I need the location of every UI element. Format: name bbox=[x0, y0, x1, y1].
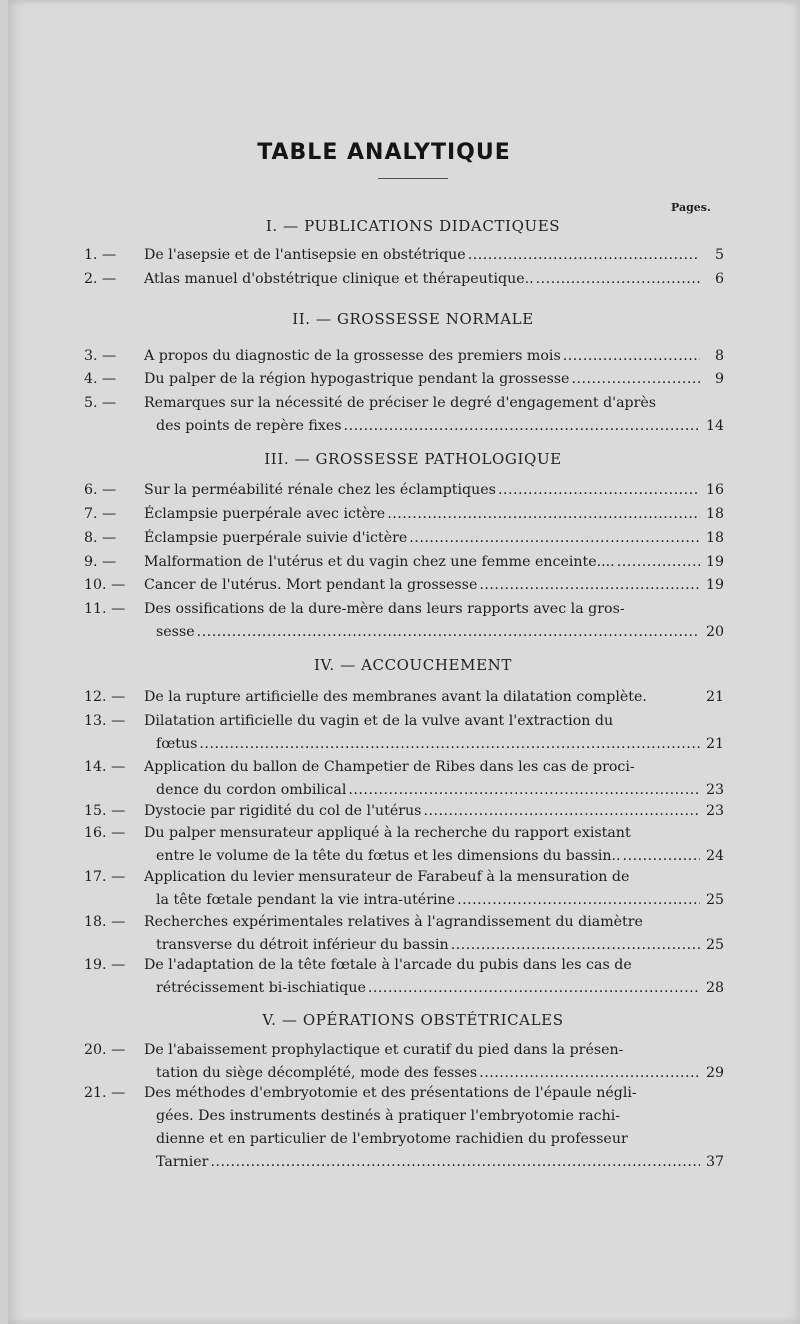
entry-title-line: sesse bbox=[156, 624, 195, 640]
section-heading-publications: I. — PUBLICATIONS DIDACTIQUES bbox=[265, 217, 561, 235]
toc-entry bbox=[84, 800, 724, 823]
entry-title-line: transverse du détroit inférieur du bassin bbox=[156, 937, 449, 953]
entry-title-line: tation du siège décomplété, mode des fesses bbox=[156, 1065, 478, 1081]
entry-number: 20. — bbox=[84, 1042, 126, 1058]
toc-entry bbox=[84, 1082, 724, 1174]
entry-title-line: Dystocie par rigidité du col de l'utérus bbox=[144, 803, 422, 819]
title-rule bbox=[378, 178, 448, 179]
entry-title-line: De l'abaissement prophylactique et curatif du pied dans la présen- bbox=[144, 1042, 624, 1058]
entry-number: 16. — bbox=[84, 825, 126, 841]
toc-entry bbox=[84, 756, 724, 802]
entry-number: 8. — bbox=[84, 530, 117, 546]
toc-entry bbox=[84, 345, 724, 368]
toc-entry bbox=[84, 686, 724, 709]
entry-number: 2. — bbox=[84, 271, 117, 287]
dot-leader bbox=[457, 889, 700, 912]
toc-entry bbox=[84, 598, 724, 644]
entry-title-line: Éclampsie puerpérale suivie d'ictère bbox=[144, 530, 408, 546]
entry-page-number: 8 bbox=[714, 348, 724, 364]
entry-number: 5. — bbox=[84, 395, 117, 411]
entry-title-line: De la rupture artificielle des membranes avant la dilatation complète. bbox=[144, 689, 647, 705]
entry-title-line: Sur la perméabilité rénale chez les éclamptiques bbox=[144, 482, 496, 498]
entry-number: 7. — bbox=[84, 506, 117, 522]
entry-number: 3. — bbox=[84, 348, 117, 364]
entry-page-number: 23 bbox=[705, 803, 724, 819]
dot-leader bbox=[210, 1151, 700, 1174]
entry-page-number: 9 bbox=[714, 371, 724, 387]
dot-leader bbox=[423, 800, 700, 823]
entry-page-number: 5 bbox=[714, 247, 724, 263]
entry-number: 18. — bbox=[84, 914, 126, 930]
entry-title-line: Cancer de l'utérus. Mort pendant la grossesse bbox=[144, 577, 478, 593]
entry-number: 21. — bbox=[84, 1085, 126, 1101]
entry-title-line: rétrécissement bi-ischiatique bbox=[156, 980, 366, 996]
page-title: TABLE ANALYTIQUE bbox=[257, 140, 511, 165]
entry-page-number: 28 bbox=[705, 980, 724, 996]
entry-number: 13. — bbox=[84, 713, 126, 729]
entry-number: 14. — bbox=[84, 759, 126, 775]
toc-entry bbox=[84, 822, 724, 868]
entry-number: 17. — bbox=[84, 869, 126, 885]
entry-page-number: 37 bbox=[705, 1154, 724, 1170]
entry-page-number: 25 bbox=[705, 892, 724, 908]
entry-title-line: dienne et en particulier de l'embryotome rachidien du professeur bbox=[156, 1131, 628, 1147]
entry-page-number: 18 bbox=[705, 530, 724, 546]
dot-leader bbox=[368, 977, 700, 1000]
dot-leader bbox=[344, 415, 700, 438]
entry-page-number: 21 bbox=[705, 736, 724, 752]
entry-title-line: Éclampsie puerpérale avec ictère bbox=[144, 506, 386, 522]
toc-entry bbox=[84, 574, 724, 597]
entry-page-number: 19 bbox=[705, 554, 724, 570]
book-page bbox=[8, 0, 800, 1324]
toc-entry bbox=[84, 710, 724, 756]
entry-page-number: 29 bbox=[705, 1065, 724, 1081]
entry-title-line: A propos du diagnostic de la grossesse des premiers mois bbox=[144, 348, 561, 364]
dot-leader bbox=[563, 345, 700, 368]
entry-number: 15. — bbox=[84, 803, 126, 819]
dot-leader bbox=[348, 779, 700, 802]
dot-leader bbox=[199, 733, 700, 756]
entry-title-line: Dilatation artificielle du vagin et de la vulve avant l'extraction du bbox=[144, 713, 614, 729]
section-heading-grossesse-normale: II. — GROSSESSE NORMALE bbox=[292, 310, 534, 328]
entry-title-line: Du palper mensurateur appliqué à la recherche du rapport existant bbox=[144, 825, 631, 841]
toc-entry bbox=[84, 866, 724, 912]
entry-title-line: Tarnier bbox=[156, 1154, 209, 1170]
entry-number: 10. — bbox=[84, 577, 126, 593]
section-heading-operations: V. — OPÉRATIONS OBSTÉTRICALES bbox=[262, 1011, 564, 1029]
dot-leader bbox=[623, 845, 700, 868]
entry-page-number: 14 bbox=[705, 418, 724, 434]
entry-number: 12. — bbox=[84, 689, 126, 705]
toc-entry bbox=[84, 392, 724, 438]
toc-entry bbox=[84, 244, 724, 267]
entry-title-line: Application du ballon de Champetier de Ribes dans les cas de proci- bbox=[144, 759, 635, 775]
entry-number: 11. — bbox=[84, 601, 126, 617]
toc-entry bbox=[84, 911, 724, 957]
toc-entry bbox=[84, 551, 724, 574]
dot-leader bbox=[498, 479, 700, 502]
entry-title-line: entre le volume de la tête du fœtus et les dimensions du bassin.. bbox=[156, 848, 621, 864]
entry-page-number: 16 bbox=[705, 482, 724, 498]
entry-title-line: Du palper de la région hypogastrique pendant la grossesse bbox=[144, 371, 570, 387]
dot-leader bbox=[617, 551, 700, 574]
section-heading-grossesse-pathologique: III. — GROSSESSE PATHOLOGIQUE bbox=[264, 450, 562, 468]
entry-title-line: Malformation de l'utérus et du vagin chez une femme enceinte.... bbox=[144, 554, 615, 570]
entry-number: 19. — bbox=[84, 957, 126, 973]
entry-page-number: 21 bbox=[705, 689, 724, 705]
entry-number: 9. — bbox=[84, 554, 117, 570]
entry-number: 4. — bbox=[84, 371, 117, 387]
entry-title-line: Atlas manuel d'obstétrique clinique et thérapeutique.. bbox=[144, 271, 534, 287]
entry-title-line: Application du levier mensurateur de Farabeuf à la mensuration de bbox=[144, 869, 630, 885]
dot-leader bbox=[479, 574, 700, 597]
dot-leader bbox=[409, 527, 700, 550]
entry-title-line: De l'asepsie et de l'antisepsie en obstétrique bbox=[144, 247, 466, 263]
entry-title-line: la tête fœtale pendant la vie intra-utérine bbox=[156, 892, 456, 908]
dot-leader bbox=[571, 368, 700, 391]
entry-title-line: De l'adaptation de la tête fœtale à l'arcade du pubis dans les cas de bbox=[144, 957, 632, 973]
dot-leader bbox=[536, 268, 700, 291]
toc-entry bbox=[84, 268, 724, 291]
entry-page-number: 6 bbox=[714, 271, 724, 287]
dot-leader bbox=[468, 244, 700, 267]
entry-page-number: 25 bbox=[705, 937, 724, 953]
entry-title-line: Remarques sur la nécessité de préciser le degré d'engagement d'après bbox=[144, 395, 657, 411]
toc-entry bbox=[84, 527, 724, 550]
pages-column-label: Pages. bbox=[671, 201, 711, 214]
toc-entry bbox=[84, 1039, 724, 1085]
toc-entry bbox=[84, 503, 724, 526]
entry-page-number: 19 bbox=[705, 577, 724, 593]
entry-title-line: des points de repère fixes bbox=[156, 418, 342, 434]
entry-title-line: dence du cordon ombilical bbox=[156, 782, 347, 798]
section-heading-accouchement: IV. — ACCOUCHEMENT bbox=[314, 656, 512, 674]
entry-page-number: 24 bbox=[705, 848, 724, 864]
entry-number: 6. — bbox=[84, 482, 117, 498]
entry-page-number: 23 bbox=[705, 782, 724, 798]
entry-title-line: Des ossifications de la dure-mère dans leurs rapports avec la gros- bbox=[144, 601, 625, 617]
dot-leader bbox=[387, 503, 700, 526]
toc-entry bbox=[84, 954, 724, 1000]
dot-leader bbox=[197, 621, 700, 644]
entry-page-number: 18 bbox=[705, 506, 724, 522]
toc-entry bbox=[84, 368, 724, 391]
entry-title-line: Recherches expérimentales relatives à l'agrandissement du diamètre bbox=[144, 914, 643, 930]
entry-title-line: gées. Des instruments destinés à pratiquer l'embryotomie rachi- bbox=[156, 1108, 621, 1124]
entry-page-number: 20 bbox=[705, 624, 724, 640]
toc-entry bbox=[84, 479, 724, 502]
entry-title-line: fœtus bbox=[156, 736, 198, 752]
entry-number: 1. — bbox=[84, 247, 117, 263]
entry-title-line: Des méthodes d'embryotomie et des présentations de l'épaule négli- bbox=[144, 1085, 637, 1101]
